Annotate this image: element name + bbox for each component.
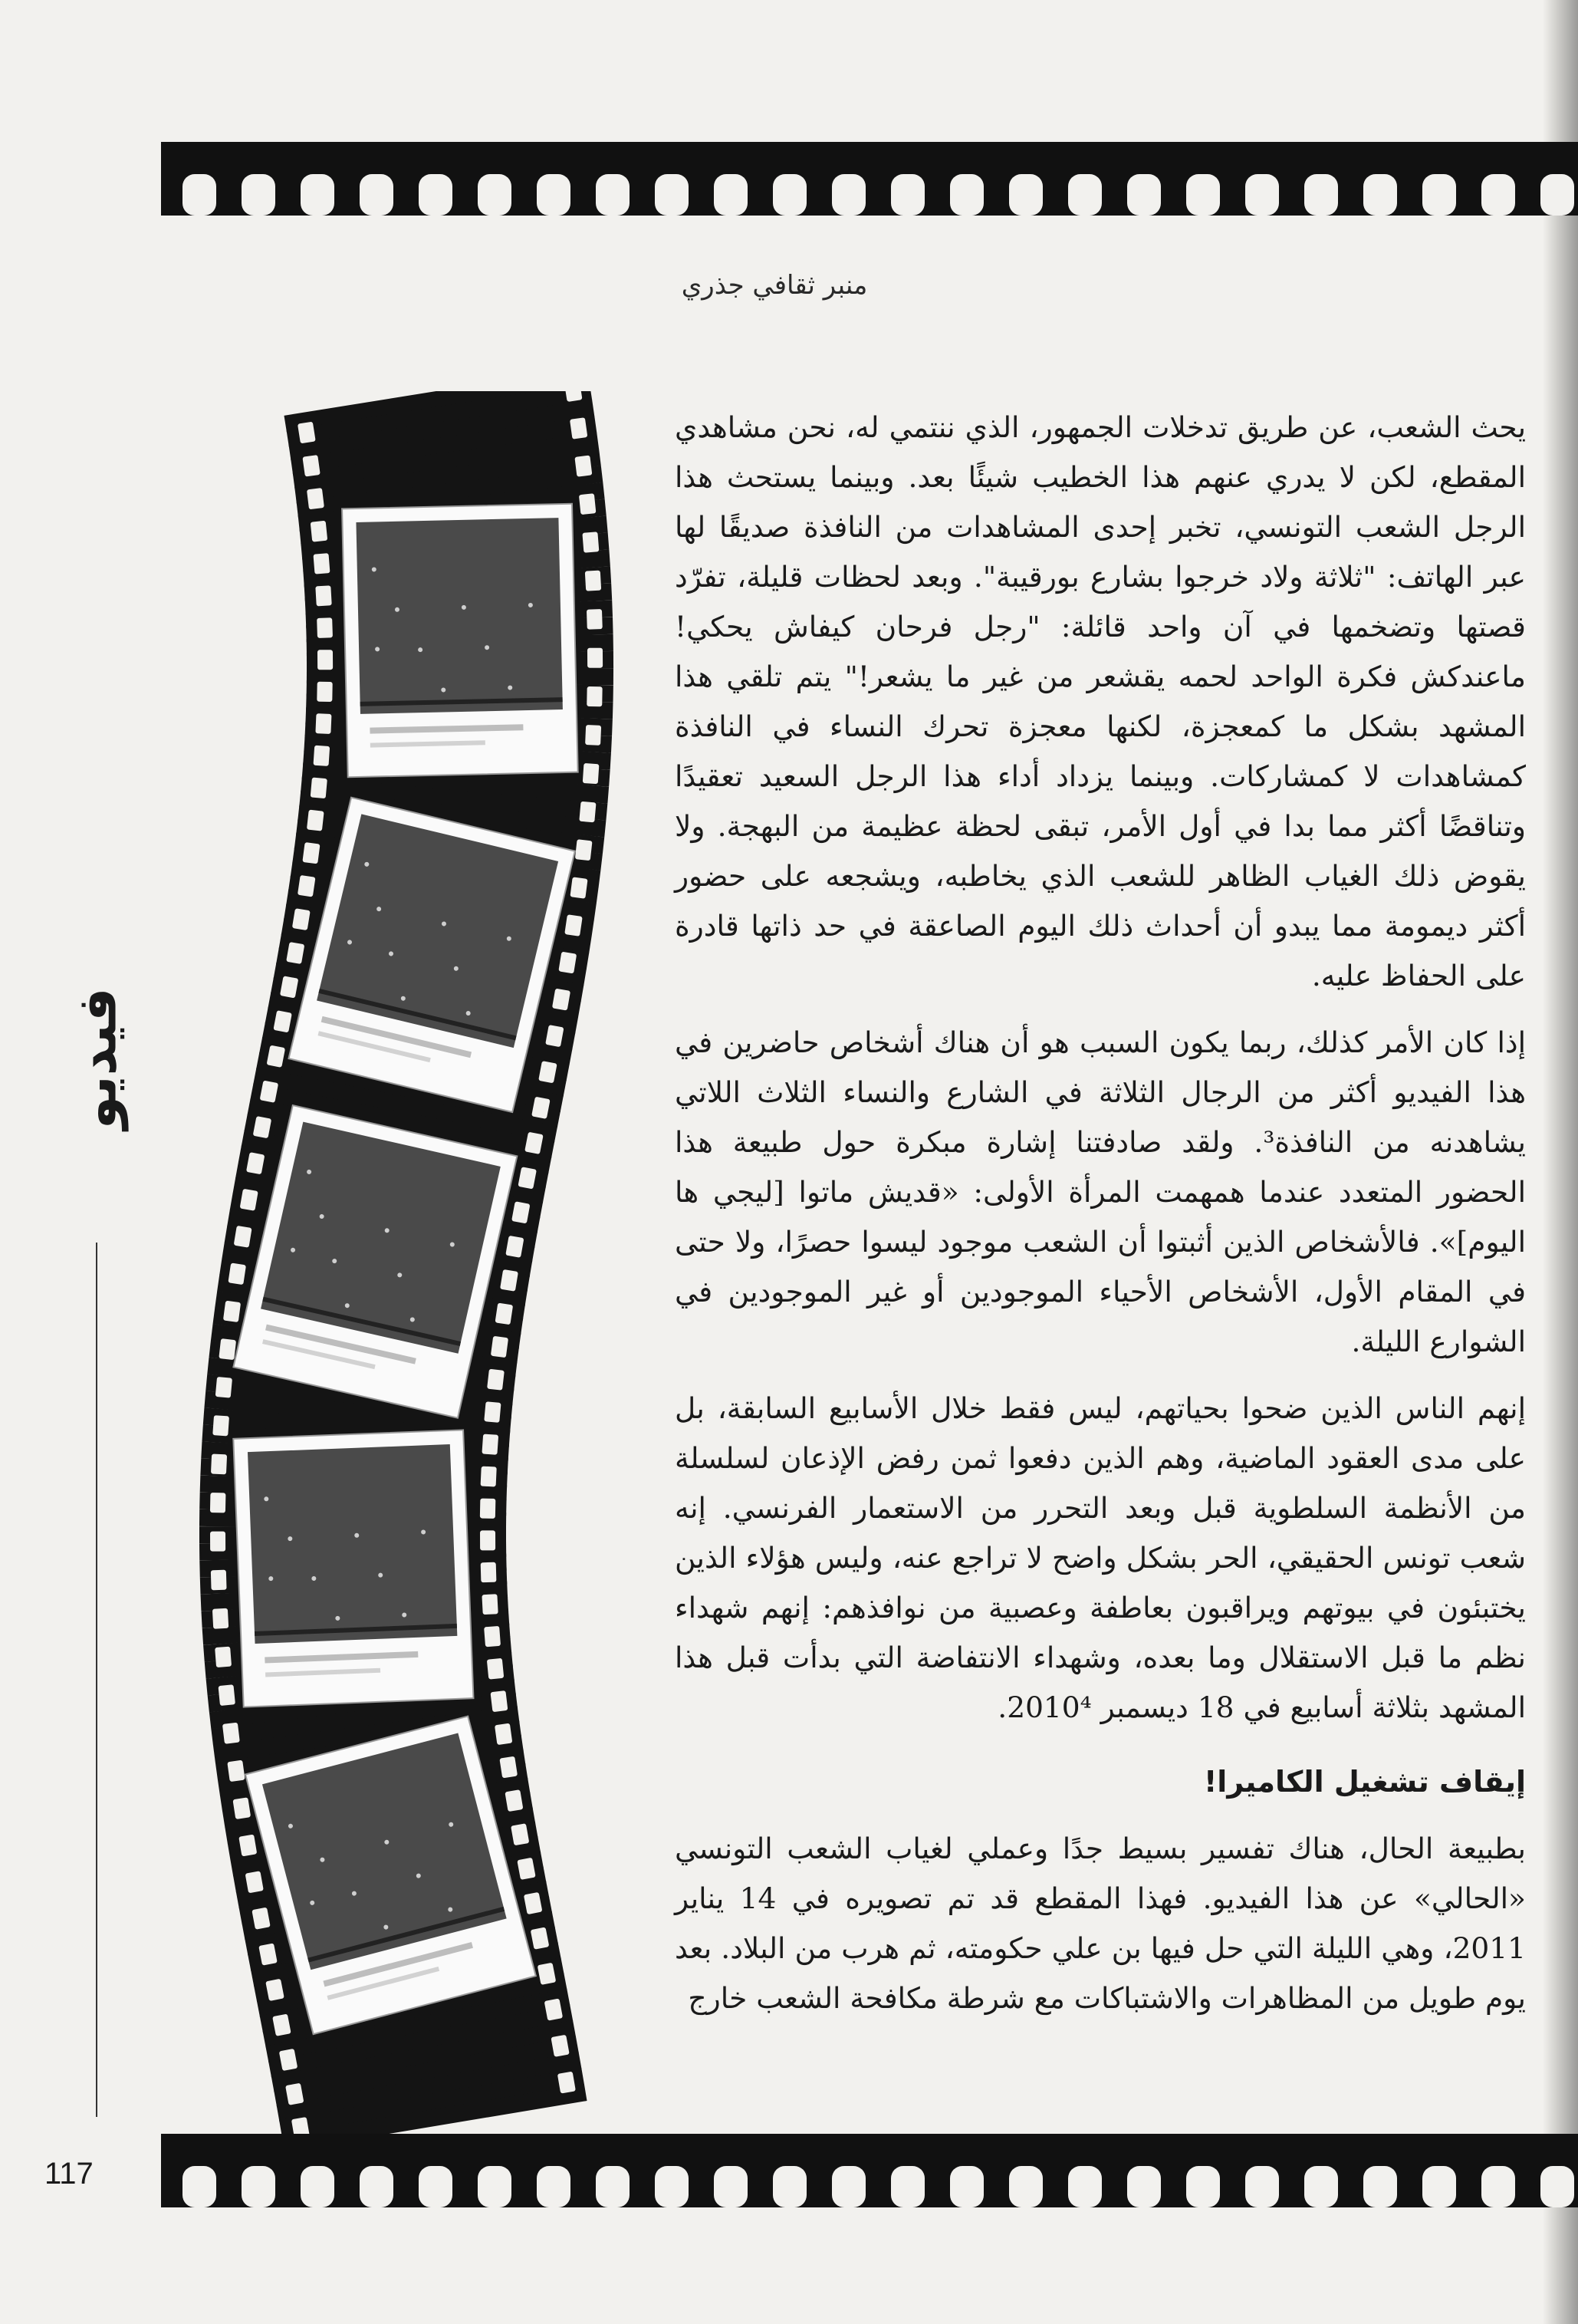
top-strip-sprocket-hole (478, 174, 511, 216)
article-paragraph-4: بطبيعة الحال، هناك تفسير بسيط جدًا وعملي لغياب الشعب التونسي «الحالي» عن هذا الفيديو. فهذا المقطع قد تم تصويره في 14 يناير 2011، وهي الليلة التي حل فيها بن علي حكومته، ثم هرب من البلاد. بعد يوم طويل من المظاهرات والاشتباكات مع شرطة مكافحة الشعب خارج (675, 1832, 1526, 2015)
film-sprocket-right (495, 1723, 512, 1745)
bottom-strip-sprocket-hole (1186, 2166, 1220, 2207)
film-sprocket-right (500, 1269, 518, 1292)
top-strip-sprocket-hole (1304, 174, 1338, 216)
section-rule (96, 1243, 97, 2117)
film-sprocket-left (315, 713, 331, 734)
top-strip-sprocket-hole (714, 174, 748, 216)
bottom-strip-sprocket-hole (1127, 2166, 1161, 2207)
section-label-text: فيديو (65, 987, 129, 1130)
top-strip-sprocket-hole (950, 174, 984, 216)
top-strip-sprocket-hole (537, 174, 570, 216)
bottom-strip-sprocket-hole (1245, 2166, 1279, 2207)
top-strip-sprocket-hole (419, 174, 452, 216)
film-sprocket-right (579, 802, 596, 823)
top-strip-sprocket-hole (1009, 174, 1043, 216)
top-film-strip (161, 142, 1578, 216)
film-sprocket-left (238, 1835, 257, 1857)
bottom-strip-sprocket-hole (1304, 2166, 1338, 2207)
top-strip-sprocket-hole (1540, 174, 1574, 216)
bottom-strip-sprocket-hole (773, 2166, 807, 2207)
top-strip-sprocket-hole (1481, 174, 1515, 216)
film-sprocket-right (505, 1789, 523, 1812)
film-sprocket-left (210, 1493, 226, 1513)
bottom-strip-sprocket-hole (891, 2166, 925, 2207)
film-sprocket-right (575, 839, 593, 861)
article-paragraph-1: يحث الشعب، عن طريق تدخلات الجمهور، الذي ننتمي له، نحن مشاهدي المقطع، لكن لا يدري عنهم هذا الخطيب شيئًا بعد. وبينما يستحث هذا الرجل الشعب التونسي، تخبر إحدى المشاهدات من النافذة صديقًا لها عبر الهاتف: "ثلاثة ولاد خرجوا بشارع بورقيبة". وبعد لحظات قليلة، تفرّد قصتها وتضخمها في آن واحد قائلة: "رجل فرحان كيفاش يحكي! ماعندكش فكرة الواحد لحمه يقشعر من غير ما يشعر!" يتم تلقي هذا المشهد بشكل ما كمعجزة، لكنها معجزة تحرك النساء في النافذة كمشاهدات لا كمشاركات. وبينما يزداد أداء هذا الرجل السعيد تعقيدًا وتناقضًا أكثر مما بدا في أول الأمر، تبقى لحظة عظيمة من البهجة. ولا يقوض ذلك الغياب الظاهر للشعب الذي يخاطبه، ويشجعه على حضور أكثر ديمومة مما يبدو أن أحداث ذلك اليوم الصاعقة في حد ذاتها قادرة على الحفاظ عليه. (675, 410, 1526, 992)
film-sprocket-right (587, 686, 602, 706)
top-strip-sprocket-hole (655, 174, 689, 216)
article-body (675, 403, 1526, 2023)
bottom-strip-sprocket-hole (1363, 2166, 1397, 2207)
film-sprocket-left (298, 875, 316, 897)
film-sprocket-right (579, 493, 597, 515)
film-sprocket-right (482, 1594, 498, 1615)
film-frame-4 (233, 1430, 473, 1707)
film-sprocket-right (484, 1626, 501, 1647)
film-sprocket-left (228, 1262, 246, 1285)
film-sprocket-right (574, 456, 592, 477)
bottom-strip-sprocket-hole (1422, 2166, 1456, 2207)
film-sprocket-right (480, 1499, 496, 1519)
top-strip-sprocket-hole (1186, 174, 1220, 216)
film-strip-illustration (184, 391, 629, 2140)
top-strip-sprocket-hole (891, 174, 925, 216)
top-strip-sprocket-hole (1245, 174, 1279, 216)
bottom-strip-sprocket-hole (950, 2166, 984, 2207)
bottom-strip-sprocket-hole (1009, 2166, 1043, 2207)
film-frame-video (356, 518, 562, 714)
film-sprocket-left (315, 585, 331, 606)
film-sprocket-left (215, 1377, 232, 1398)
film-sprocket-right (558, 952, 577, 974)
film-sprocket-right (582, 532, 599, 553)
film-sprocket-right (481, 1562, 497, 1583)
film-sprocket-right (482, 1434, 498, 1454)
bottom-strip-sprocket-hole (832, 2166, 866, 2207)
film-sprocket-left (307, 810, 324, 831)
film-sprocket-left (210, 1532, 225, 1552)
film-sprocket-left (317, 682, 332, 702)
film-sprocket-left (232, 1797, 251, 1819)
bottom-strip-sprocket-hole (714, 2166, 748, 2207)
top-strip-sprocket-hole (1127, 174, 1161, 216)
film-sprocket-right (570, 417, 587, 439)
bottom-film-strip (161, 2134, 1578, 2207)
bottom-strip-sprocket-hole (1540, 2166, 1574, 2207)
top-strip-sprocket-hole (773, 174, 807, 216)
film-sprocket-right (480, 1530, 495, 1550)
section-label (51, 882, 143, 1235)
bottom-strip-sprocket-hole (419, 2166, 452, 2207)
film-sprocket-right (587, 648, 603, 668)
film-sprocket-right (583, 763, 600, 784)
top-strip-sprocket-hole (1363, 174, 1397, 216)
film-sprocket-right (487, 1658, 504, 1680)
bottom-strip-sprocket-hole (360, 2166, 393, 2207)
film-sprocket-left (219, 1684, 235, 1706)
film-sprocket-left (222, 1723, 240, 1744)
film-sprocket-left (215, 1647, 232, 1667)
film-sprocket-right (484, 1401, 501, 1423)
film-sprocket-left (314, 746, 330, 766)
film-sprocket-right (490, 1690, 508, 1712)
top-strip-sprocket-hole (182, 174, 216, 216)
film-sprocket-left (219, 1338, 236, 1360)
film-sprocket-left (317, 650, 333, 670)
film-sprocket-right (481, 1466, 497, 1487)
film-sprocket-left (211, 1454, 227, 1475)
film-frame-1 (342, 504, 578, 778)
film-frame-video (248, 1444, 457, 1644)
film-sprocket-left (311, 521, 328, 542)
film-sprocket-left (317, 617, 333, 638)
bottom-strip-sprocket-hole (655, 2166, 689, 2207)
film-sprocket-right (499, 1756, 518, 1779)
film-sprocket-left (227, 1760, 245, 1782)
film-sprocket-left (211, 1570, 227, 1591)
film-sprocket-right (570, 877, 587, 898)
article-paragraph-2: إذا كان الأمر كذلك، ربما يكون السبب هو أن هناك أشخاص حاضرين في هذا الفيديو أكثر من الرجال الثلاثة في الشارع والنساء الثلاث اللاتي يشاهدنه من النافذة³. ولقد صادفتنا إشارة مبكرة حول طبيعة هذا الحضور المتعدد عندما همهمت المرأة الأولى: «قديش ماتوا [ليجي ها اليوم]». فالأشخاص الذين أثبتوا أن الشعب موجود ليسوا حصرًا، ولا حتى في المقام الأول، الأشخاص الأحياء الموجودين أو غير الموجودين في الشوارع الليلة. (675, 1025, 1526, 1358)
bottom-strip-sprocket-hole (478, 2166, 511, 2207)
film-strip-graphic (199, 391, 613, 2140)
film-sprocket-right (587, 609, 603, 630)
film-sprocket-right (495, 1303, 514, 1325)
article-paragraph-3: إنهم الناس الذين ضحوا بحياتهم، ليس فقط خلال الأسابيع السابقة، بل على مدى العقود الماضية، وهم الذين دفعوا ثمن رفض الإذعان لسلسلة من الأنظمة السلطوية قبل وبعد التحرر من الاستعمار الفرنسي. إنه شعب تونس الحقيقي، الحر بشكل واضح لا تراجع عنه، وليس هؤلاء الذين يختبئون في بيوتهم ويراقبون بعاطفة وعصبية من نوافذهم: إنهم شهداء نظم ما قبل الاستقلال وما بعده، وشهداء الانتفاضة التي بدأت قبل هذا المشهد بثلاثة أسابيع في 18 ديسمبر 2010⁴. (675, 1391, 1526, 1724)
top-strip-sprocket-hole (242, 174, 275, 216)
film-sprocket-right (585, 725, 601, 746)
film-sprocket-left (307, 488, 324, 509)
bottom-strip-sprocket-hole (242, 2166, 275, 2207)
bottom-strip-sprocket-hole (182, 2166, 216, 2207)
top-strip-sprocket-hole (301, 174, 334, 216)
film-sprocket-left (311, 778, 327, 799)
bottom-strip-sprocket-hole (596, 2166, 630, 2207)
page-edge-shadow (1543, 0, 1578, 2324)
page-number: 117 (44, 2157, 94, 2191)
film-sprocket-left (302, 455, 320, 477)
film-sprocket-left (234, 1226, 252, 1248)
film-sprocket-left (292, 908, 311, 930)
running-title: منبر ثقافي جذري (681, 270, 868, 301)
top-strip-sprocket-hole (1422, 174, 1456, 216)
film-sprocket-left (302, 842, 320, 864)
top-strip-sprocket-hole (1068, 174, 1102, 216)
bottom-strip-sprocket-hole (301, 2166, 334, 2207)
top-strip-sprocket-hole (360, 174, 393, 216)
top-strip-sprocket-hole (596, 174, 630, 216)
bottom-strip-sprocket-hole (537, 2166, 570, 2207)
film-sprocket-right (585, 571, 601, 591)
film-sprocket-left (212, 1415, 229, 1436)
film-sprocket-right (564, 914, 583, 937)
film-sprocket-left (223, 1301, 241, 1322)
bottom-strip-sprocket-hole (1068, 2166, 1102, 2207)
film-sprocket-left (313, 553, 330, 574)
top-strip-sprocket-hole (832, 174, 866, 216)
film-sprocket-left (212, 1608, 228, 1629)
film-sprocket-right (487, 1369, 505, 1391)
bottom-strip-sprocket-hole (1481, 2166, 1515, 2207)
film-sprocket-left (298, 422, 316, 444)
article-subheading: إيقاف تشغيل الكاميرا! (1203, 1765, 1526, 1799)
film-sprocket-right (491, 1336, 508, 1358)
